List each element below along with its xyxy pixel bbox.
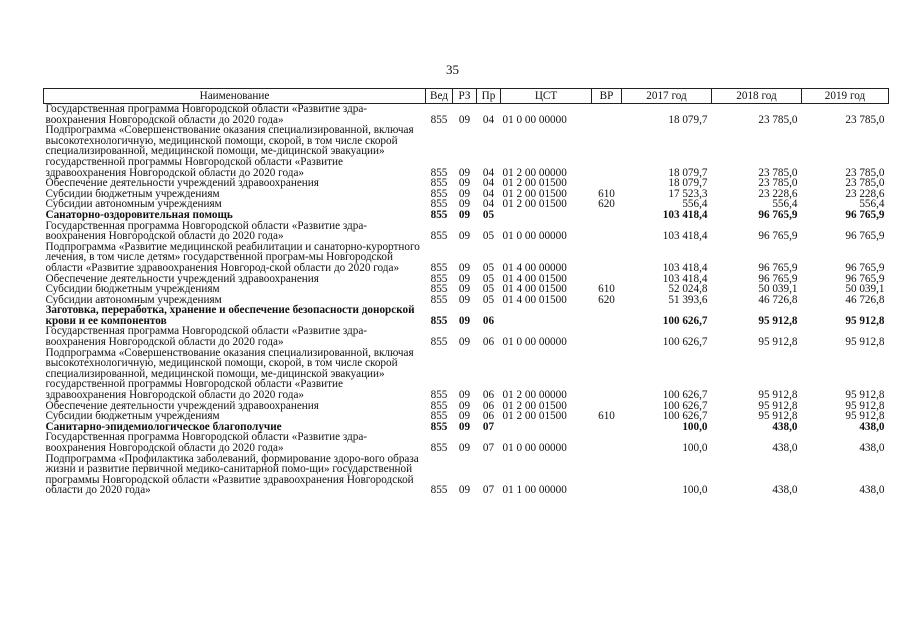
row-2017-cell: 100 626,7 bbox=[662, 410, 708, 423]
row-vr-cell bbox=[592, 348, 622, 401]
row-2018-cell: 96 765,9 bbox=[758, 272, 798, 285]
row-cst-cell: 01 2 00 01500 bbox=[502, 177, 567, 190]
row-rz-cell: 09 bbox=[458, 166, 471, 179]
row-name-cell: Государственная программа Новгородской области «Развитие здра-воохранения Новгородской области до 2020 года» bbox=[45, 219, 368, 243]
row-2017-cell: 103 418,4 bbox=[662, 208, 708, 221]
row-pr-cell: 04 bbox=[482, 166, 495, 179]
row-cst-cell: 01 2 00 00000 bbox=[502, 166, 567, 179]
row-vr-cell bbox=[592, 125, 622, 178]
row-2019-cell: 23 785,0 bbox=[845, 166, 885, 179]
row-name-cell: Подпрограмма «Совершенствование оказания специализированной, включая высокотехнологичную, медицинской помощи, скорой, в том числе скорой специализированной, медицинской помощи, ме-дицинской эвакуации» государственной программы Новгородской области «Развитие здравоохранения Новгородской области до 2020 года» bbox=[45, 124, 414, 179]
column-header-name: Наименование bbox=[44, 89, 426, 104]
row-rz-cell: 09 bbox=[458, 113, 471, 126]
table-row bbox=[44, 432, 889, 453]
row-2019-cell: 96 765,9 bbox=[845, 230, 885, 243]
row-2018-cell: 23 785,0 bbox=[758, 177, 798, 190]
row-rz-cell: 09 bbox=[458, 399, 471, 412]
row-2019-cell: 23 785,0 bbox=[845, 113, 885, 126]
row-vr-cell bbox=[592, 242, 622, 274]
table-row bbox=[44, 454, 889, 496]
row-name-cell: Обеспечение деятельности учреждений здравоохранения bbox=[45, 399, 319, 412]
row-2018-cell: 556,4 bbox=[772, 198, 798, 211]
row-name-cell: Подпрограмма «Профилактика заболеваний, формирование здоро-вого образа жизни и развитие первичной медико-санитарной помо-щи» государственной программы Новгородской области «Развитие здравоохранения Новгородской области до 2020 года» bbox=[45, 452, 419, 497]
row-name-cell: Подпрограмма «Развитие медицинской реабилитации и санаторно-курортного лечения, в том числе детям» государственной програм-мы Новгородской области «Развитие здравоохранения Новгород-ской области до 2020 года» bbox=[45, 240, 420, 274]
row-cst-cell bbox=[501, 210, 592, 221]
row-vr-cell bbox=[592, 422, 622, 433]
row-vr-cell bbox=[592, 432, 622, 453]
row-rz-cell: 09 bbox=[458, 261, 471, 274]
table-row bbox=[44, 221, 889, 242]
row-2017-cell: 100,0 bbox=[682, 442, 708, 454]
row-ved-cell: 855 bbox=[430, 399, 448, 412]
row-name-cell: Субсидии бюджетным учреждениям bbox=[45, 187, 220, 200]
row-vr-cell bbox=[592, 210, 622, 221]
row-ved-cell: 855 bbox=[430, 410, 448, 423]
row-2017-cell: 103 418,4 bbox=[662, 230, 708, 243]
row-pr-cell: 07 bbox=[482, 420, 495, 433]
row-pr-cell: 04 bbox=[482, 198, 495, 211]
row-pr-cell: 06 bbox=[482, 336, 495, 349]
row-cst-cell: 01 0 00 00000 bbox=[502, 230, 567, 243]
row-2018-cell: 96 765,9 bbox=[758, 261, 798, 274]
column-header-cst: ЦСТ bbox=[501, 89, 592, 104]
table-row bbox=[44, 210, 889, 221]
row-2019-cell: 50 039,1 bbox=[845, 283, 885, 296]
row-ved-cell: 855 bbox=[430, 484, 448, 497]
row-rz-cell: 09 bbox=[458, 230, 471, 243]
row-ved-cell: 855 bbox=[430, 166, 448, 179]
row-2017-cell: 18 079,7 bbox=[668, 177, 708, 190]
column-header-rz: РЗ bbox=[453, 89, 477, 104]
row-name-cell: Санитарно-эпидемиологическое благополучие bbox=[45, 420, 282, 433]
row-2019-cell: 23 228,6 bbox=[845, 187, 885, 200]
table-row bbox=[44, 104, 889, 126]
row-pr-cell: 05 bbox=[482, 283, 495, 296]
row-2018-cell: 438,0 bbox=[772, 484, 798, 497]
row-pr-cell: 07 bbox=[482, 484, 495, 497]
row-vr-cell bbox=[592, 326, 622, 347]
column-header-2018: 2018 год bbox=[712, 89, 802, 104]
row-rz-cell: 09 bbox=[458, 177, 471, 190]
row-2019-cell: 96 765,9 bbox=[845, 208, 885, 221]
row-ved-cell: 855 bbox=[430, 177, 448, 190]
row-ved-cell: 855 bbox=[430, 420, 448, 433]
row-rz-cell: 09 bbox=[458, 187, 471, 200]
row-rz-cell: 09 bbox=[458, 208, 471, 221]
row-ved-cell: 855 bbox=[430, 314, 448, 327]
row-rz-cell: 09 bbox=[458, 198, 471, 211]
row-cst-cell: 01 2 00 01500 bbox=[502, 187, 567, 200]
row-2017-cell: 51 393,6 bbox=[668, 293, 708, 306]
row-name-cell: Заготовка, переработка, хранение и обеспечение безопасности донорской крови и ее компонентов bbox=[45, 304, 415, 327]
row-rz-cell: 09 bbox=[458, 410, 471, 423]
column-header-2019: 2019 год bbox=[802, 89, 889, 104]
row-ved-cell: 855 bbox=[430, 261, 448, 274]
row-2019-cell: 556,4 bbox=[859, 198, 885, 211]
row-2017-cell: 100 626,7 bbox=[662, 389, 708, 402]
table-header-row bbox=[44, 89, 889, 104]
row-ved-cell: 855 bbox=[430, 113, 448, 126]
row-rz-cell: 09 bbox=[458, 420, 471, 433]
row-pr-cell: 06 bbox=[482, 389, 495, 402]
row-name-cell: Субсидии бюджетным учреждениям bbox=[45, 410, 220, 423]
page-number: 35 bbox=[446, 62, 459, 77]
column-header-ved: Вед bbox=[426, 89, 453, 104]
row-ved-cell: 855 bbox=[430, 230, 448, 243]
row-name-cell: Обеспечение деятельности учреждений здравоохранения bbox=[45, 272, 319, 285]
row-2018-cell: 95 912,8 bbox=[758, 410, 798, 423]
row-2018-cell: 95 912,8 bbox=[758, 389, 798, 402]
row-ved-cell: 855 bbox=[430, 208, 448, 221]
table-row bbox=[44, 326, 889, 347]
row-rz-cell: 09 bbox=[458, 283, 471, 296]
row-pr-cell: 04 bbox=[482, 113, 495, 126]
row-2018-cell: 46 726,8 bbox=[758, 293, 798, 306]
row-cst-cell: 01 0 00 00000 bbox=[502, 442, 567, 454]
row-2019-cell: 95 912,8 bbox=[845, 336, 885, 349]
column-header-pr: Пр bbox=[477, 89, 501, 104]
row-2019-cell: 23 785,0 bbox=[845, 177, 885, 190]
row-pr-cell: 04 bbox=[482, 187, 495, 200]
row-ved-cell: 855 bbox=[430, 389, 448, 402]
row-2017-cell: 52 024,8 bbox=[668, 283, 708, 296]
row-2018-cell: 438,0 bbox=[772, 442, 798, 454]
row-name-cell: Санаторно-оздоровительная помощь bbox=[45, 208, 233, 221]
row-cst-cell: 01 4 00 00000 bbox=[502, 261, 567, 274]
row-cst-cell: 01 2 00 01500 bbox=[502, 410, 567, 423]
row-2019-cell: 96 765,9 bbox=[845, 261, 885, 274]
row-cst-cell: 01 2 00 01500 bbox=[502, 198, 567, 211]
row-cst-cell: 01 1 00 00000 bbox=[502, 484, 567, 497]
row-2017-cell: 556,4 bbox=[682, 198, 708, 211]
row-2019-cell: 95 912,8 bbox=[845, 399, 885, 412]
row-vr-cell: 610 bbox=[598, 283, 615, 296]
row-rz-cell: 09 bbox=[458, 272, 471, 285]
row-pr-cell: 05 bbox=[482, 293, 495, 306]
table-row bbox=[44, 242, 889, 274]
row-rz-cell: 09 bbox=[458, 314, 471, 327]
row-name-cell: Подпрограмма «Совершенствование оказания специализированной, включая высокотехнологичную, медицинской помощи, скорой, в том числе скорой специализированной, медицинской помощи, ме-дицинской эвакуации» государственной программы Новгородской области «Развитие здравоохранения Новгородской области до 2020 года» bbox=[45, 346, 414, 402]
row-cst-cell bbox=[501, 422, 592, 433]
row-2018-cell: 50 039,1 bbox=[758, 283, 798, 296]
row-2017-cell: 100 626,7 bbox=[662, 314, 708, 327]
row-rz-cell: 09 bbox=[458, 293, 471, 306]
row-2018-cell: 23 228,6 bbox=[758, 187, 798, 200]
row-2018-cell: 23 785,0 bbox=[758, 113, 798, 126]
row-2017-cell: 100 626,7 bbox=[662, 399, 708, 412]
row-name-cell: Государственная программа Новгородской области «Развитие здра-воохранения Новгородской области до 2020 года» bbox=[45, 325, 368, 349]
row-2019-cell: 96 765,9 bbox=[845, 272, 885, 285]
row-rz-cell: 09 bbox=[458, 389, 471, 402]
row-cst-cell bbox=[501, 305, 592, 326]
row-cst-cell: 01 4 00 01500 bbox=[502, 293, 567, 306]
table-row bbox=[44, 125, 889, 178]
row-2017-cell: 18 079,7 bbox=[668, 166, 708, 179]
row-2019-cell: 438,0 bbox=[859, 442, 885, 454]
row-2019-cell: 95 912,8 bbox=[845, 410, 885, 423]
row-vr-cell: 620 bbox=[598, 293, 615, 306]
row-2018-cell: 96 765,9 bbox=[758, 208, 798, 221]
row-vr-cell: 610 bbox=[598, 187, 615, 200]
row-2018-cell: 95 912,8 bbox=[758, 314, 798, 327]
row-rz-cell: 09 bbox=[458, 442, 471, 454]
row-2018-cell: 96 765,9 bbox=[758, 230, 798, 243]
row-2018-cell: 23 785,0 bbox=[758, 166, 798, 179]
row-2018-cell: 438,0 bbox=[772, 420, 798, 433]
row-ved-cell: 855 bbox=[430, 272, 448, 285]
row-pr-cell: 06 bbox=[482, 399, 495, 412]
row-cst-cell: 01 2 00 00000 bbox=[502, 389, 567, 402]
row-pr-cell: 06 bbox=[482, 314, 495, 327]
row-2019-cell: 438,0 bbox=[859, 484, 885, 497]
row-pr-cell: 06 bbox=[482, 410, 495, 423]
row-pr-cell: 05 bbox=[482, 272, 495, 285]
row-name-cell: Субсидии автономным учреждениям bbox=[45, 293, 222, 306]
row-cst-cell: 01 0 00 00000 bbox=[502, 336, 567, 349]
row-vr-cell bbox=[592, 104, 622, 126]
row-cst-cell: 01 4 00 01500 bbox=[502, 283, 567, 296]
row-rz-cell: 09 bbox=[458, 484, 471, 497]
row-ved-cell: 855 bbox=[430, 198, 448, 211]
row-2019-cell: 46 726,8 bbox=[845, 293, 885, 306]
row-ved-cell: 855 bbox=[430, 336, 448, 349]
row-2019-cell: 95 912,8 bbox=[845, 389, 885, 402]
row-vr-cell: 610 bbox=[598, 410, 615, 423]
row-ved-cell: 855 bbox=[430, 293, 448, 306]
row-ved-cell: 855 bbox=[430, 442, 448, 454]
row-2018-cell: 95 912,8 bbox=[758, 336, 798, 349]
row-vr-cell bbox=[592, 221, 622, 242]
row-2017-cell: 100,0 bbox=[682, 484, 708, 497]
row-name-cell: Обеспечение деятельности учреждений здравоохранения bbox=[45, 177, 319, 190]
row-rz-cell: 09 bbox=[458, 336, 471, 349]
column-header-2017: 2017 год bbox=[622, 89, 712, 104]
row-pr-cell: 05 bbox=[482, 261, 495, 274]
row-vr-cell: 620 bbox=[598, 198, 615, 211]
row-cst-cell: 01 0 00 00000 bbox=[502, 113, 567, 126]
row-cst-cell: 01 4 00 01500 bbox=[502, 272, 567, 285]
table-row bbox=[44, 348, 889, 401]
row-2018-cell: 95 912,8 bbox=[758, 399, 798, 412]
row-pr-cell: 07 bbox=[482, 442, 495, 454]
table-row bbox=[44, 305, 889, 326]
row-2017-cell: 103 418,4 bbox=[662, 261, 708, 274]
row-ved-cell: 855 bbox=[430, 187, 448, 200]
row-pr-cell: 04 bbox=[482, 177, 495, 190]
row-2017-cell: 100 626,7 bbox=[662, 336, 708, 349]
row-pr-cell: 05 bbox=[482, 208, 495, 221]
row-name-cell: Государственная программа Новгородской области «Развитие здра-воохранения Новгородской области до 2020 года» bbox=[45, 431, 368, 454]
row-cst-cell: 01 2 00 01500 bbox=[502, 399, 567, 412]
row-2019-cell: 95 912,8 bbox=[845, 314, 885, 327]
column-header-vr: ВР bbox=[592, 89, 622, 104]
budget-table bbox=[43, 88, 889, 496]
row-2017-cell: 17 523,3 bbox=[668, 187, 708, 200]
row-2017-cell: 18 079,7 bbox=[668, 113, 708, 126]
row-vr-cell bbox=[592, 305, 622, 326]
row-2017-cell: 103 418,4 bbox=[662, 272, 708, 285]
row-2019-cell: 438,0 bbox=[859, 420, 885, 433]
row-2017-cell: 100,0 bbox=[682, 420, 708, 433]
row-name-cell: Субсидии бюджетным учреждениям bbox=[45, 283, 220, 296]
row-pr-cell: 05 bbox=[482, 230, 495, 243]
row-name-cell: Государственная программа Новгородской области «Развитие здра-воохранения Новгородской области до 2020 года» bbox=[45, 103, 368, 126]
row-ved-cell: 855 bbox=[430, 283, 448, 296]
row-name-cell: Субсидии автономным учреждениям bbox=[45, 198, 222, 211]
row-vr-cell bbox=[592, 454, 622, 496]
